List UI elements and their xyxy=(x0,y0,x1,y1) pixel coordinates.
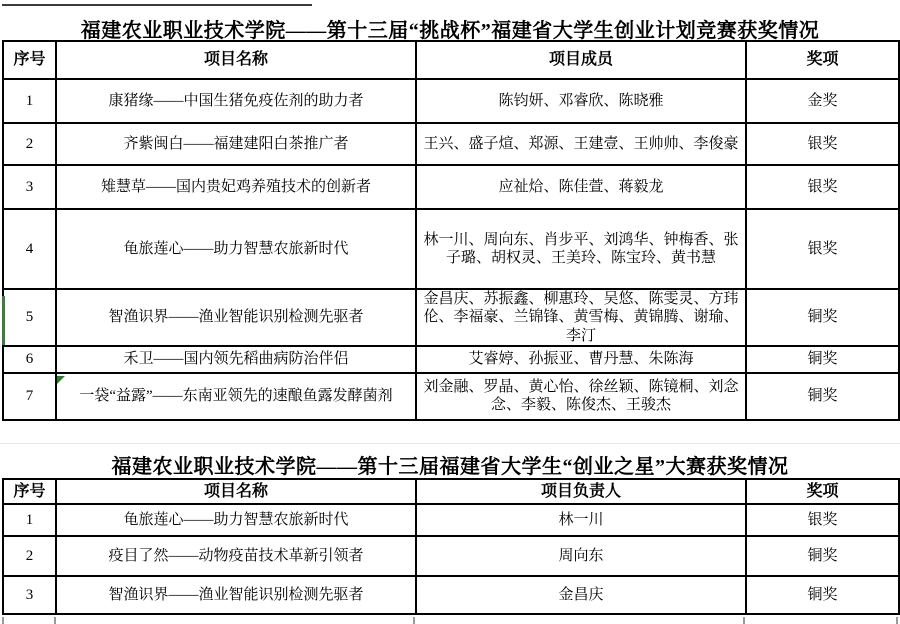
cell-award: 铜奖 xyxy=(746,536,899,576)
cell-no: 3 xyxy=(3,165,56,209)
cell-no: 7 xyxy=(3,373,56,420)
table1-header-name: 项目名称 xyxy=(56,41,416,79)
cell-no: 4 xyxy=(3,209,56,289)
cell-name: 智渔识界——渔业智能识别检测先驱者 xyxy=(56,576,416,614)
table-row xyxy=(3,289,899,346)
cell-no: 2 xyxy=(3,123,56,165)
cell-award: 金奖 xyxy=(746,79,899,123)
table2-body xyxy=(3,504,899,614)
cell-name: 齐紫闽白——福建建阳白茶推广者 xyxy=(56,123,416,165)
cell-award: 铜奖 xyxy=(746,576,899,614)
cell-members: 王兴、盛子煊、郑源、王建壹、王帅帅、李俊豪 xyxy=(416,123,746,165)
cell-members: 林一川、周向东、肖步平、刘鸿华、钟梅香、张子璐、胡权灵、王美玲、陈宝玲、黄书慧 xyxy=(416,209,746,289)
cell-no: 1 xyxy=(3,504,56,536)
cell-no: 1 xyxy=(3,79,56,123)
cell-leader: 林一川 xyxy=(416,504,746,536)
cell-name: 雉慧草——国内贵妃鸡养殖技术的创新者 xyxy=(56,165,416,209)
cell-name: 疫目了然——动物疫苗技术革新引领者 xyxy=(56,536,416,576)
cell-name: 龟旅莲心——助力智慧农旅新时代 xyxy=(56,209,416,289)
table1-title: 福建农业职业技术学院——第十三届“挑战杯”福建省大学生创业计划竞赛获奖情况 xyxy=(80,20,820,42)
table-row xyxy=(3,536,899,576)
table-row xyxy=(3,165,899,209)
table2-title: 福建农业职业技术学院——第十三届福建省大学生“创业之星”大赛获奖情况 xyxy=(111,456,789,478)
table-row xyxy=(3,576,899,614)
table1-header-no: 序号 xyxy=(3,41,56,79)
cell-award: 银奖 xyxy=(746,209,899,289)
table2-header-leader: 项目负责人 xyxy=(416,479,746,504)
cell-award: 银奖 xyxy=(746,165,899,209)
faint-gridline xyxy=(0,443,900,444)
table-row xyxy=(3,373,899,420)
bottom-gridline-stub xyxy=(54,617,56,624)
cell-members: 陈钧妍、邓睿欣、陈晓雅 xyxy=(416,79,746,123)
cell-award: 银奖 xyxy=(746,123,899,165)
cell-name: 智渔识界——渔业智能识别检测先驱者 xyxy=(56,289,416,346)
cell-members: 艾睿婷、孙振亚、曹丹慧、朱陈海 xyxy=(416,346,746,373)
cell-award: 银奖 xyxy=(746,504,899,536)
cell-members: 应祉烚、陈佳萱、蒋毅龙 xyxy=(416,165,746,209)
cell-award: 铜奖 xyxy=(746,346,899,373)
cell-award: 铜奖 xyxy=(746,289,899,346)
table-row xyxy=(3,209,899,289)
bottom-gridline-stub xyxy=(743,617,745,624)
cell-leader: 周向东 xyxy=(416,536,746,576)
cell-no: 6 xyxy=(3,346,56,373)
table1-header-award: 奖项 xyxy=(746,41,899,79)
cell-name: 龟旅莲心——助力智慧农旅新时代 xyxy=(56,504,416,536)
table-row xyxy=(3,79,899,123)
table-row xyxy=(3,123,899,165)
cell-no: 2 xyxy=(3,536,56,576)
bottom-gridline-stub xyxy=(2,617,4,624)
bottom-gridline-stub xyxy=(413,617,415,624)
table-row xyxy=(3,346,899,373)
cell-members: 刘金融、罗晶、黄心怡、徐丝颖、陈镜桐、刘念念、李毅、陈俊杰、王骏杰 xyxy=(416,373,746,420)
table1-body xyxy=(3,79,899,420)
table1-header-members: 项目成员 xyxy=(416,41,746,79)
cell-name: 一袋“益露”——东南亚领先的速酿鱼露发酵菌剂 xyxy=(56,373,416,420)
table2-header-name: 项目名称 xyxy=(56,479,416,504)
table2-header-row xyxy=(3,479,899,504)
cell-name: 康猪缘——中国生猪免疫佐剂的助力者 xyxy=(56,79,416,123)
table2-header-award: 奖项 xyxy=(746,479,899,504)
bottom-gridline-stub xyxy=(896,617,898,624)
cell-name: 禾卫——国内领先稻曲病防治伴侣 xyxy=(56,346,416,373)
cell-award: 铜奖 xyxy=(746,373,899,420)
cell-no: 3 xyxy=(3,576,56,614)
awards-table-challenge-cup xyxy=(2,40,900,421)
table2-header-no: 序号 xyxy=(3,479,56,504)
table1-header-row xyxy=(3,41,899,79)
green-row-marker xyxy=(2,296,5,345)
green-corner-marker xyxy=(57,376,65,384)
partial-top-gridline xyxy=(2,4,312,6)
table-row xyxy=(3,504,899,536)
cell-members: 金昌庆、苏振鑫、柳惠玲、吴悠、陈雯灵、方玮伦、李福豪、兰锦锋、黄雪梅、黄锦腾、谢瑜、李汀 xyxy=(416,289,746,346)
cell-no: 5 xyxy=(3,289,56,346)
awards-table-startup-star xyxy=(2,478,900,615)
cell-leader: 金昌庆 xyxy=(416,576,746,614)
